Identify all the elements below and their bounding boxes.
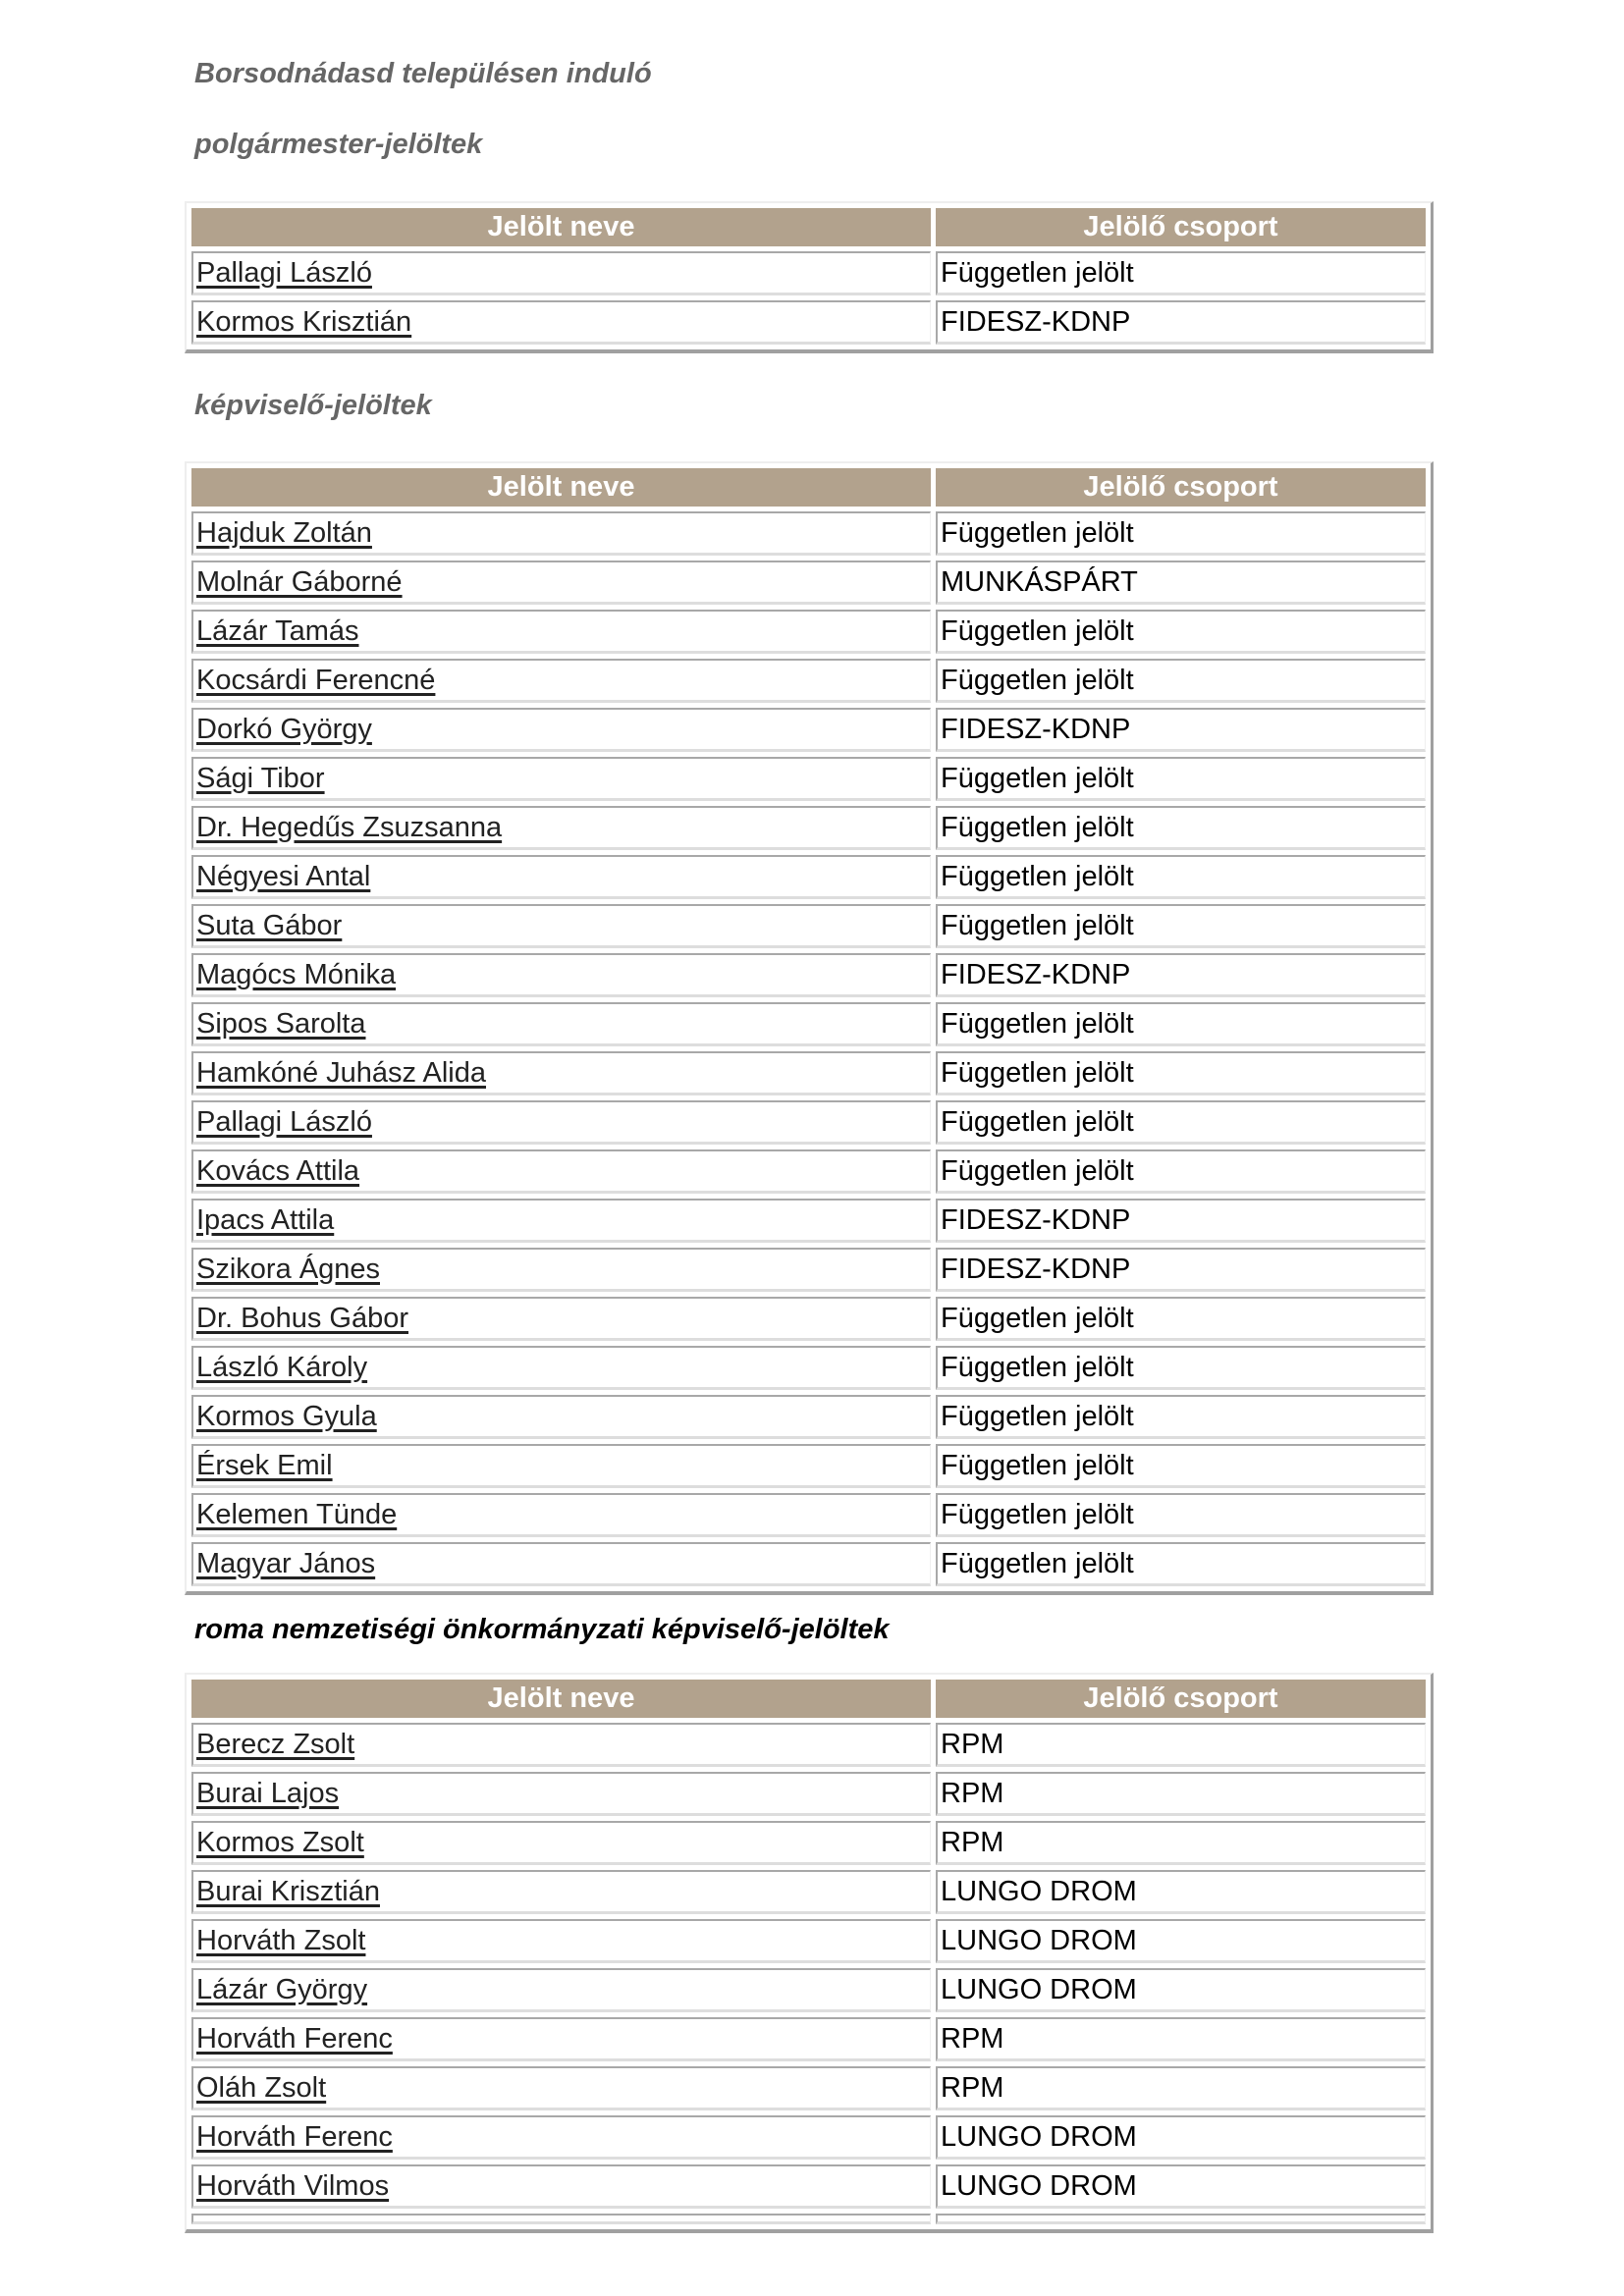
nominating-group-cell: Független jelölt: [936, 1395, 1426, 1439]
candidate-name-cell: [191, 1870, 931, 1914]
table-row: [191, 610, 1426, 654]
table-row: [191, 300, 1426, 345]
candidate-name-link[interactable]: Sipos Sarolta: [196, 1008, 366, 1040]
nominating-group-cell: Független jelölt: [936, 1149, 1426, 1194]
candidate-name-cell: [191, 904, 931, 948]
nominating-group-cell: FIDESZ-KDNP: [936, 300, 1426, 345]
candidate-name-cell: [191, 1919, 931, 1963]
nominating-group-cell: Független jelölt: [936, 659, 1426, 703]
nominating-group-cell: Független jelölt: [936, 904, 1426, 948]
candidate-name-link[interactable]: Kormos Gyula: [196, 1401, 377, 1432]
candidate-name-cell: [191, 953, 931, 997]
nominating-group-cell: Független jelölt: [936, 1493, 1426, 1537]
candidate-name-cell: [191, 1821, 931, 1865]
table-row: [191, 1149, 1426, 1194]
candidate-name-link[interactable]: Dr. Bohus Gábor: [196, 1303, 408, 1334]
table-row: [191, 1444, 1426, 1488]
candidate-name-cell: [191, 1346, 931, 1390]
nominating-group-cell: Független jelölt: [936, 1346, 1426, 1390]
column-header-group: Jelölő csoport: [936, 468, 1426, 507]
table-header-row: [191, 1680, 1426, 1718]
nominating-group-cell: Független jelölt: [936, 855, 1426, 899]
nominating-group-cell: Független jelölt: [936, 757, 1426, 801]
nominating-group-cell: LUNGO DROM: [936, 2164, 1426, 2209]
nominating-group-cell: Független jelölt: [936, 1444, 1426, 1488]
table-row: [191, 1772, 1426, 1816]
candidate-name-cell: [191, 610, 931, 654]
section-heading-roma: roma nemzetiségi önkormányzati képviselő-jelöltek: [194, 1614, 890, 1645]
nominating-group-cell: RPM: [936, 2066, 1426, 2110]
candidate-name-link[interactable]: Négyesi Antal: [196, 861, 371, 892]
table-row: [191, 1542, 1426, 1586]
candidate-name-cell: [191, 2115, 931, 2160]
candidate-name-link[interactable]: Pallagi László: [196, 257, 372, 289]
candidate-name-link[interactable]: Hajduk Zoltán: [196, 517, 372, 549]
candidate-name-cell: [191, 855, 931, 899]
candidate-name-cell: [191, 1772, 931, 1816]
candidate-name-cell: [191, 757, 931, 801]
column-header-name: Jelölt neve: [191, 468, 931, 507]
candidate-name-cell: [191, 1968, 931, 2012]
table-row: [191, 1199, 1426, 1243]
table-row: [191, 511, 1426, 556]
nominating-group-cell: LUNGO DROM: [936, 2115, 1426, 2160]
nominating-group-cell: Független jelölt: [936, 511, 1426, 556]
table-row: [191, 953, 1426, 997]
candidate-name-link[interactable]: Molnár Gáborné: [196, 566, 403, 598]
table-row: [191, 1968, 1426, 2012]
table-row: [191, 1723, 1426, 1767]
column-header-group: Jelölő csoport: [936, 208, 1426, 246]
nominating-group-cell: Független jelölt: [936, 251, 1426, 295]
council-candidates-table: [185, 461, 1434, 1595]
candidate-name-cell: [191, 806, 931, 850]
empty-table-row: [191, 2214, 1426, 2224]
candidate-name-link[interactable]: Burai Lajos: [196, 1778, 340, 1809]
nominating-group-cell: Független jelölt: [936, 1002, 1426, 1046]
candidate-name-link[interactable]: Kormos Zsolt: [196, 1827, 364, 1858]
candidate-name-cell: [191, 2017, 931, 2061]
nominating-group-cell: FIDESZ-KDNP: [936, 953, 1426, 997]
candidate-name-link[interactable]: Horváth Ferenc: [196, 2023, 393, 2055]
table-row: [191, 1051, 1426, 1095]
nominating-group-cell: Független jelölt: [936, 1100, 1426, 1145]
candidate-name-cell: [191, 1248, 931, 1292]
candidate-name-cell: [191, 2066, 931, 2110]
candidate-name-link[interactable]: Kelemen Tünde: [196, 1499, 398, 1530]
candidate-name-cell: [191, 511, 931, 556]
candidate-name-link[interactable]: Sági Tibor: [196, 763, 325, 794]
section-heading-mayor: polgármester-jelöltek: [194, 129, 483, 160]
nominating-group-cell: Független jelölt: [936, 1051, 1426, 1095]
candidate-name-link[interactable]: Szikora Ágnes: [196, 1254, 380, 1285]
nominating-group-cell: RPM: [936, 2017, 1426, 2061]
nominating-group-cell: FIDESZ-KDNP: [936, 1248, 1426, 1292]
candidate-name-link[interactable]: Burai Krisztián: [196, 1876, 380, 1907]
candidate-name-link[interactable]: Pallagi László: [196, 1106, 372, 1138]
nominating-group-cell: Független jelölt: [936, 1297, 1426, 1341]
candidate-name-cell: [191, 1395, 931, 1439]
candidate-name-cell: [191, 561, 931, 605]
table-row: [191, 1870, 1426, 1914]
table-row: [191, 708, 1426, 752]
nominating-group-cell: LUNGO DROM: [936, 1968, 1426, 2012]
candidate-name-cell: [191, 1542, 931, 1586]
mayor-candidates-table: [185, 201, 1434, 353]
table-row: [191, 1493, 1426, 1537]
candidate-name-link[interactable]: Kormos Krisztián: [196, 306, 412, 338]
candidate-name-link[interactable]: Horváth Vilmos: [196, 2170, 390, 2202]
table-row: [191, 1002, 1426, 1046]
nominating-group-cell: Független jelölt: [936, 1542, 1426, 1586]
candidate-name-link[interactable]: Magyar János: [196, 1548, 376, 1579]
table-row: [191, 659, 1426, 703]
candidate-name-link[interactable]: Dorkó György: [196, 714, 372, 745]
candidate-name-cell: [191, 2164, 931, 2209]
table-row: [191, 1297, 1426, 1341]
candidate-name-link[interactable]: Ipacs Attila: [196, 1204, 335, 1236]
candidate-name-link[interactable]: Érsek Emil: [196, 1450, 333, 1481]
section-heading-council: képviselő-jelöltek: [194, 390, 432, 421]
table-row: [191, 904, 1426, 948]
candidate-name-cell: [191, 1051, 931, 1095]
empty-cell: [191, 2214, 931, 2224]
nominating-group-cell: RPM: [936, 1723, 1426, 1767]
column-header-group: Jelölő csoport: [936, 1680, 1426, 1718]
table-row: [191, 1248, 1426, 1292]
candidate-name-cell: [191, 1149, 931, 1194]
candidate-name-link[interactable]: Berecz Zsolt: [196, 1729, 355, 1760]
table-row: [191, 806, 1426, 850]
candidate-name-cell: [191, 1723, 931, 1767]
candidate-name-cell: [191, 1444, 931, 1488]
candidate-name-cell: [191, 1100, 931, 1145]
candidate-name-link[interactable]: Horváth Ferenc: [196, 2121, 393, 2153]
table-row: [191, 2164, 1426, 2209]
table-row: [191, 2115, 1426, 2160]
table-row: [191, 561, 1426, 605]
candidate-name-link[interactable]: Lázár Tamás: [196, 615, 359, 647]
candidate-name-cell: [191, 1493, 931, 1537]
empty-cell: [936, 2214, 1426, 2224]
candidate-name-link[interactable]: Hamkóné Juhász Alida: [196, 1057, 486, 1089]
candidate-name-cell: [191, 1199, 931, 1243]
table-row: [191, 1919, 1426, 1963]
nominating-group-cell: Független jelölt: [936, 610, 1426, 654]
page-title: Borsodnádasd településen induló: [194, 58, 652, 89]
table-header-row: [191, 468, 1426, 507]
nominating-group-cell: FIDESZ-KDNP: [936, 1199, 1426, 1243]
table-row: [191, 1395, 1426, 1439]
column-header-name: Jelölt neve: [191, 208, 931, 246]
candidate-name-link[interactable]: Lázár György: [196, 1974, 368, 2005]
table-row: [191, 2066, 1426, 2110]
candidate-name-cell: [191, 251, 931, 295]
table-row: [191, 855, 1426, 899]
nominating-group-cell: Független jelölt: [936, 806, 1426, 850]
candidate-name-link[interactable]: Oláh Zsolt: [196, 2072, 327, 2104]
nominating-group-cell: LUNGO DROM: [936, 1870, 1426, 1914]
nominating-group-cell: RPM: [936, 1821, 1426, 1865]
candidate-name-cell: [191, 708, 931, 752]
table-row: [191, 1346, 1426, 1390]
candidate-name-link[interactable]: Kocsárdi Ferencné: [196, 665, 436, 696]
table-header-row: [191, 208, 1426, 246]
table-row: [191, 1100, 1426, 1145]
table-row: [191, 251, 1426, 295]
nominating-group-cell: MUNKÁSPÁRT: [936, 561, 1426, 605]
candidate-name-cell: [191, 1002, 931, 1046]
table-row: [191, 2017, 1426, 2061]
nominating-group-cell: RPM: [936, 1772, 1426, 1816]
roma-candidates-table: [185, 1673, 1434, 2233]
table-row: [191, 757, 1426, 801]
nominating-group-cell: FIDESZ-KDNP: [936, 708, 1426, 752]
nominating-group-cell: LUNGO DROM: [936, 1919, 1426, 1963]
candidate-name-cell: [191, 659, 931, 703]
candidate-name-cell: [191, 1297, 931, 1341]
candidate-name-cell: [191, 300, 931, 345]
table-row: [191, 1821, 1426, 1865]
candidate-name-link[interactable]: László Károly: [196, 1352, 368, 1383]
column-header-name: Jelölt neve: [191, 1680, 931, 1718]
candidate-name-link[interactable]: Magócs Mónika: [196, 959, 397, 990]
candidate-name-link[interactable]: Dr. Hegedűs Zsuzsanna: [196, 812, 503, 843]
candidate-name-link[interactable]: Horváth Zsolt: [196, 1925, 366, 1956]
candidate-name-link[interactable]: Suta Gábor: [196, 910, 343, 941]
candidate-name-link[interactable]: Kovács Attila: [196, 1155, 360, 1187]
